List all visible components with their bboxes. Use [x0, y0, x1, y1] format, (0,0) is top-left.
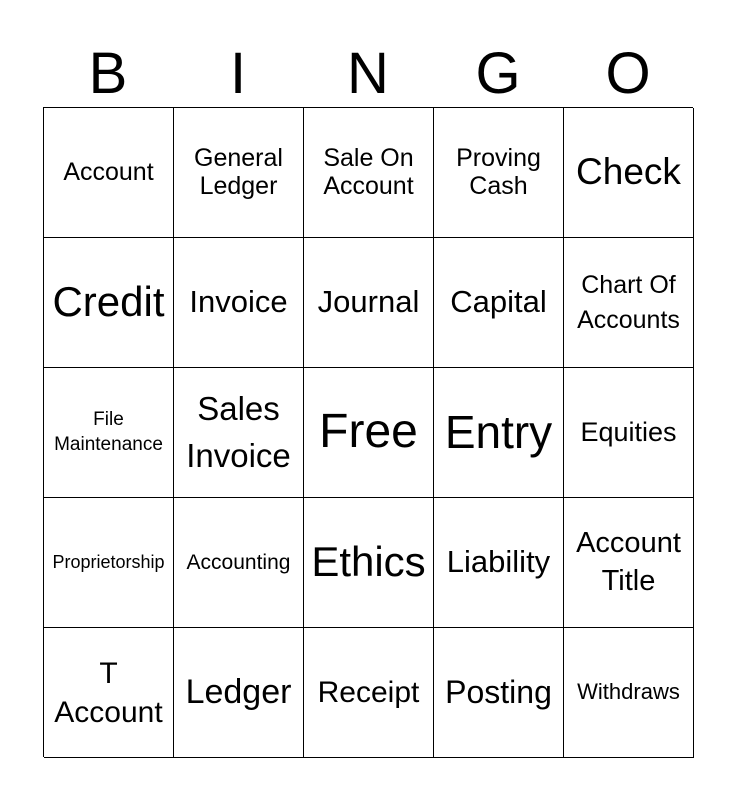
cell-label: T Account	[54, 656, 163, 729]
cell-label: General Ledger	[194, 144, 283, 200]
cell-label: Withdraws	[577, 679, 680, 705]
cell-label: Posting	[445, 673, 552, 710]
header-letter-o: O	[605, 41, 651, 106]
cell-label: Sale On Account	[323, 144, 414, 200]
cell-label: Ledger	[185, 672, 292, 711]
cell-label: Sales Invoice	[186, 390, 291, 474]
bingo-cell[interactable]	[174, 368, 304, 498]
cell-label: Invoice	[189, 284, 288, 320]
cell-label: Accounting	[186, 550, 291, 574]
bingo-cell[interactable]	[434, 498, 564, 628]
cell-label: Account Title	[576, 526, 681, 597]
cell-label: Chart Of Accounts	[577, 270, 680, 334]
cell-label: Receipt	[317, 676, 420, 709]
bingo-cell[interactable]	[174, 628, 304, 758]
cell-label: Capital	[450, 284, 547, 320]
bingo-cell[interactable]	[434, 108, 564, 238]
cell-label: Credit	[52, 278, 165, 326]
bingo-cell[interactable]	[304, 238, 434, 368]
bingo-cell[interactable]	[564, 238, 694, 368]
cell-label: File Maintenance	[54, 408, 163, 455]
cell-label: Journal	[317, 284, 420, 320]
header-letter-b: B	[88, 41, 128, 106]
bingo-cell[interactable]	[304, 628, 434, 758]
cell-label: Ethics	[311, 538, 426, 586]
bingo-cell[interactable]	[44, 108, 174, 238]
bingo-cell[interactable]	[44, 368, 174, 498]
bingo-board	[43, 107, 693, 757]
bingo-cell[interactable]	[304, 108, 434, 238]
bingo-cell[interactable]	[434, 368, 564, 498]
cell-label: Account	[63, 157, 154, 186]
header-letter-i: I	[229, 41, 247, 106]
bingo-cell[interactable]	[174, 238, 304, 368]
cell-label: Liability	[446, 544, 551, 580]
bingo-cell[interactable]	[44, 498, 174, 628]
cell-label: Equities	[580, 416, 677, 447]
header-letter-n: N	[347, 41, 389, 106]
cell-label: Proving Cash	[456, 144, 541, 200]
bingo-cell[interactable]	[304, 498, 434, 628]
bingo-cell[interactable]	[564, 628, 694, 758]
bingo-cell[interactable]	[174, 108, 304, 238]
bingo-header	[43, 40, 693, 108]
bingo-cell[interactable]	[44, 628, 174, 758]
bingo-cell[interactable]	[44, 238, 174, 368]
bingo-cell[interactable]	[174, 498, 304, 628]
cell-label: Check	[576, 151, 681, 193]
free-space-label: Free	[319, 405, 418, 459]
bingo-cell[interactable]	[434, 238, 564, 368]
header-letter-g: G	[475, 41, 521, 106]
bingo-cell[interactable]	[304, 368, 434, 498]
cell-label: Proprietorship	[52, 551, 165, 572]
bingo-cell[interactable]	[434, 628, 564, 758]
bingo-cell[interactable]	[564, 498, 694, 628]
cell-label: Entry	[444, 406, 553, 459]
bingo-cell[interactable]	[564, 368, 694, 498]
bingo-cell[interactable]	[564, 108, 694, 238]
